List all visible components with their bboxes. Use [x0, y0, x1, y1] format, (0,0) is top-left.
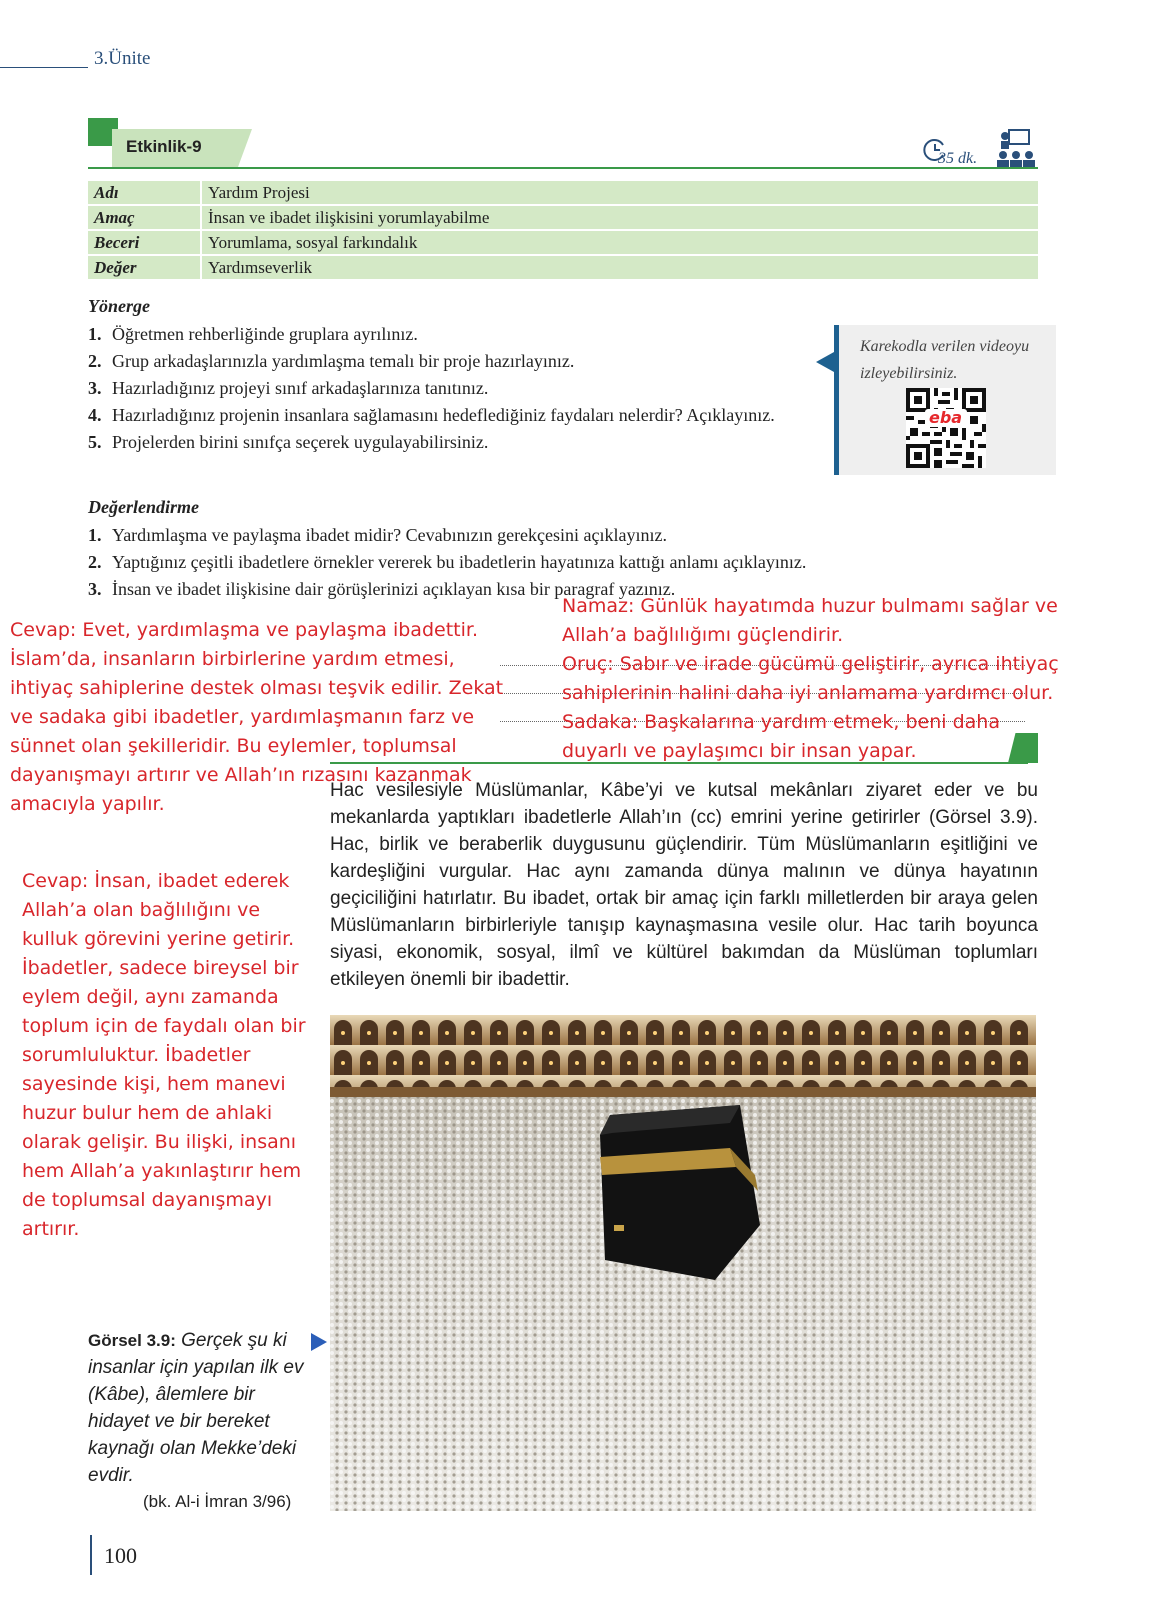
qr-panel-bar — [834, 325, 839, 475]
caption-text: Gerçek şu ki insanlar için yapılan ilk ev (Kâbe), âlemlere bir hidayet ve bir bereket kaynağı olan Mekke’deki evdir. — [88, 1330, 304, 1486]
unit-label: 3.Ünite — [94, 48, 151, 69]
info-row — [88, 181, 1038, 204]
info-value: İnsan ve ibadet ilişkisini yorumlayabilme — [202, 206, 1038, 229]
activity-time: 35 dk. — [938, 150, 978, 167]
info-row — [88, 231, 1038, 254]
evaluation-list — [88, 522, 1018, 603]
list-item: 3. Hazırladığınız projeyi sınıf arkadaşlarınıza tanıtınız. — [88, 378, 489, 398]
answer-2: Namaz: Günlük hayatımda huzur bulmamı sağlar ve Allah’a bağlılığımı güçlendirir. Oruç: Sabır ve irade gücümü geliştirir, ayrıca ihtiyaç sahiplerinin halini daha iyi anlamama yardımcı olur. Sadaka: Başkalarına yardım etmek, beni daha duyarlı ve paylaşımcı bir insan yapar. — [562, 595, 1059, 762]
unit-divider — [0, 67, 88, 68]
list-item: 4. Hazırladığınız projenin insanlara sağlamasını hedeflediğiniz faydaları nelerdir? Açıklayınız. — [88, 405, 775, 425]
info-key: Adı — [88, 181, 202, 204]
qr-caption: Karekodla verilen videoyu izleyebilirsiniz. — [860, 338, 1030, 382]
pointer-arrow-icon — [816, 352, 834, 372]
evaluation-heading: Değerlendirme — [88, 497, 199, 517]
group-work-icon — [995, 128, 1037, 168]
activity-info-table — [88, 179, 1038, 281]
caption-reference: (bk. Al-i İmran 3/96) — [143, 1492, 292, 1511]
page-number: 100 — [104, 1543, 137, 1568]
body-paragraph: Hac vesilesiyle Müslümanlar, Kâbe’yi ve kutsal mekânları ziyaret eder ve bu mekanlarda yaptıkları ibadetlerle Allah’ın (cc) emrini yerine getirirler (Görsel 3.9). Hac, birlik ve beraberlik duygusunu güçlendirir. Tüm Müslümanların eşitliğini ve kardeşliğini vurgular. Hac aynı zamanda dünya malının ve dünya hayatının geçiciliğini hatırlatır. Bu ibadet, ortak bir amaç için farklı milletlerden bir araya gelen Müslümanların birbirleriyle tanışıp kaynaşmasına vesile olur. Hac tarih boyunca siyasi, ekonomik, sosyal, ilmî ve kültürel bakımdan da Müslüman toplumları etkileyen önemli bir ibadettir. — [330, 780, 1038, 990]
list-item: 2. Yaptığınız çeşitli ibadetlere örnekler vererek bu ibadetlerin hayatınıza kattığı anlamı açıklayınız. — [88, 552, 807, 572]
qr-code-icon[interactable] — [906, 388, 986, 468]
caption-arrow-icon — [311, 1333, 327, 1351]
section-divider — [330, 762, 1028, 764]
info-value: Yorumlama, sosyal farkındalık — [202, 231, 1038, 254]
list-item: 3. İnsan ve ibadet ilişkisine dair görüşlerinizi açıklayan kısa bir paragraf yazınız. — [88, 579, 676, 599]
list-item: 2. Grup arkadaşlarınızla yardımlaşma temalı bir proje hazırlayınız. — [88, 351, 575, 371]
answer-3: Cevap: İnsan, ibadet ederek Allah’a olan bağlılığını ve kulluk görevini yerine getirir. İbadetler, sadece bireysel bir eylem değil, aynı zamanda toplum için de faydalı olan bir sorumluluktur. İbadetler sayesinde kişi, hem manevi huzur bulur hem de ahlaki olarak gelişir. Bu ilişki, insanı hem Allah’a yakınlaştırır hem de toplumsal dayanışmayı artırır. — [22, 870, 306, 1240]
answer-1: Cevap: Evet, yardımlaşma ve paylaşma ibadettir. İslam’da, insanların birbirlerine yardım etmesi, ihtiyaç sahiplerine destek olması teşvik edilir. Zekat ve sadaka gibi ibadetler, yardımlaşmanın farz ve sünnet olan şekilleridir. Bu eylemler, toplumsal dayanışmayı artırır ve Allah’ın rızasını kazanmak amacıyla yapılır. — [10, 619, 504, 815]
info-value: Yardımseverlik — [202, 256, 1038, 279]
activity-title: Etkinlik-9 — [126, 137, 202, 156]
list-item: 1. Öğretmen rehberliğinde gruplara ayrılınız. — [88, 324, 418, 344]
page-number-bar — [90, 1535, 92, 1575]
info-key: Değer — [88, 256, 202, 279]
eba-logo: eba — [929, 408, 963, 427]
info-key: Amaç — [88, 206, 202, 229]
instructions-heading: Yönerge — [88, 296, 150, 316]
activity-divider — [88, 167, 1038, 169]
kaaba-photo — [330, 1015, 1036, 1511]
info-value: Yardım Projesi — [202, 181, 1038, 204]
instructions-list — [88, 321, 806, 456]
caption-label: Görsel 3.9: — [88, 1331, 176, 1350]
list-item: 5. Projelerden birini sınıfça seçerek uygulayabilirsiniz. — [88, 432, 489, 452]
photo-caption — [88, 1327, 313, 1489]
info-key: Beceri — [88, 231, 202, 254]
list-item: 1. Yardımlaşma ve paylaşma ibadet midir? Cevabınızın gerekçesini açıklayınız. — [88, 525, 667, 545]
info-row — [88, 256, 1038, 279]
info-row — [88, 206, 1038, 229]
